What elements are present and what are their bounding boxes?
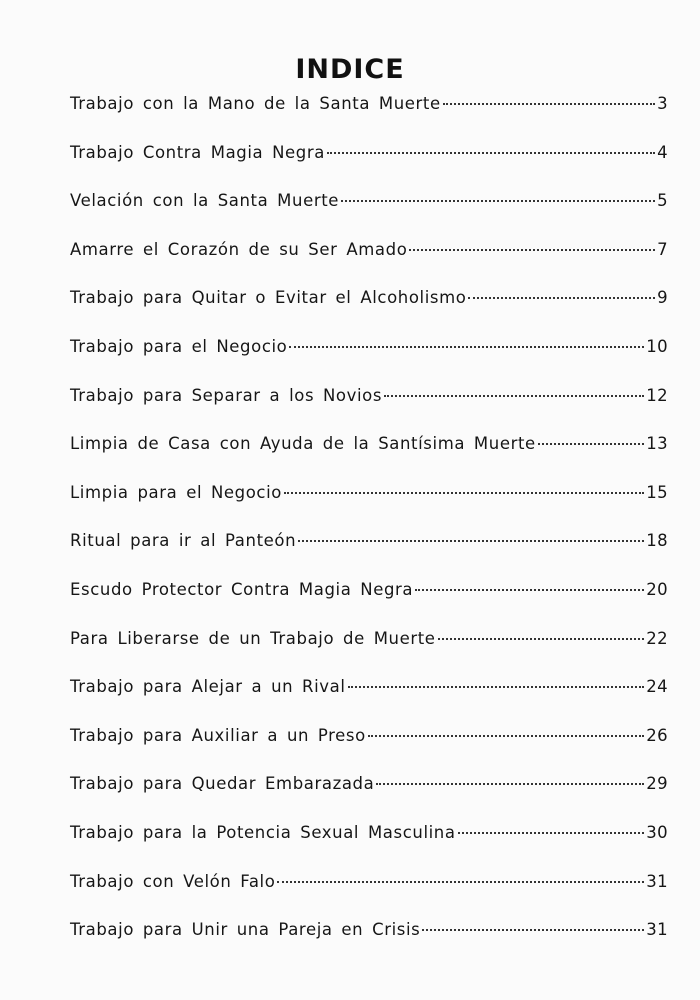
dot-leader bbox=[327, 152, 655, 154]
toc-entry bbox=[70, 726, 668, 775]
toc-entry bbox=[70, 434, 668, 483]
toc-entry-page: 3 bbox=[657, 94, 668, 113]
toc-entry-title: Trabajo para Alejar a un Rival bbox=[70, 677, 346, 697]
toc-entry bbox=[70, 677, 668, 726]
toc-entry-page: 31 bbox=[646, 871, 668, 891]
dot-leader bbox=[422, 929, 644, 931]
toc-entry-page: 22 bbox=[646, 628, 668, 648]
toc-entry bbox=[70, 872, 668, 921]
table-of-contents bbox=[70, 94, 668, 969]
toc-entry-page: 12 bbox=[646, 385, 668, 405]
toc-entry-page: 10 bbox=[646, 336, 668, 356]
dot-leader bbox=[298, 540, 644, 542]
toc-entry-page: 29 bbox=[646, 774, 668, 794]
page-title: INDICE bbox=[295, 54, 405, 86]
toc-entry-page: 13 bbox=[646, 434, 668, 454]
toc-entry-page: 24 bbox=[646, 677, 668, 697]
toc-entry bbox=[70, 337, 668, 386]
dot-leader bbox=[415, 589, 644, 591]
toc-entry-page: 9 bbox=[657, 288, 668, 308]
toc-entry-title: Para Liberarse de un Trabajo de Muerte bbox=[70, 628, 436, 648]
toc-entry-page: 15 bbox=[646, 482, 668, 502]
toc-entry bbox=[70, 143, 668, 192]
toc-entry-title: Trabajo para Separar a los Novios bbox=[70, 385, 383, 405]
toc-entry-title: Trabajo para la Potencia Sexual Masculina bbox=[70, 822, 456, 842]
toc-entry bbox=[70, 94, 668, 143]
dot-leader bbox=[284, 492, 644, 494]
dot-leader bbox=[277, 881, 644, 883]
toc-entry-title: Trabajo para Quitar o Evitar el Alcoholismo bbox=[70, 288, 467, 308]
toc-entry-title: Trabajo Contra Magia Negra bbox=[70, 142, 325, 162]
dot-leader bbox=[348, 686, 645, 688]
toc-entry-title: Trabajo con la Mano de la Santa Muerte bbox=[70, 94, 441, 113]
dot-leader bbox=[458, 832, 645, 834]
toc-entry-page: 30 bbox=[646, 822, 668, 842]
toc-entry bbox=[70, 288, 668, 337]
toc-entry-page: 20 bbox=[646, 579, 668, 599]
toc-entry-page: 7 bbox=[657, 239, 668, 259]
toc-entry-title: Trabajo para Unir una Pareja en Crisis bbox=[70, 920, 421, 940]
toc-entry bbox=[70, 240, 668, 289]
toc-entry bbox=[70, 823, 668, 872]
dot-leader bbox=[468, 297, 655, 299]
dot-leader bbox=[341, 200, 655, 202]
toc-entry-title: Escudo Protector Contra Magia Negra bbox=[70, 579, 414, 599]
dot-leader bbox=[443, 103, 655, 105]
toc-entry bbox=[70, 531, 668, 580]
toc-entry-page: 5 bbox=[657, 191, 668, 211]
toc-entry-title: Amarre el Corazón de su Ser Amado bbox=[70, 239, 408, 259]
toc-entry bbox=[70, 774, 668, 823]
toc-entry-page: 4 bbox=[657, 142, 668, 162]
toc-entry bbox=[70, 483, 668, 532]
toc-entry-title: Velación con la Santa Muerte bbox=[70, 191, 340, 211]
toc-entry-title: Trabajo para Auxiliar a un Preso bbox=[70, 725, 366, 745]
toc-entry bbox=[70, 920, 668, 969]
toc-entry bbox=[70, 580, 668, 629]
dot-leader bbox=[289, 346, 644, 348]
dot-leader bbox=[384, 395, 644, 397]
dot-leader bbox=[538, 443, 644, 445]
toc-entry bbox=[70, 191, 668, 240]
toc-entry-page: 31 bbox=[646, 920, 668, 940]
toc-entry-page: 18 bbox=[646, 531, 668, 551]
toc-entry-page: 26 bbox=[646, 725, 668, 745]
toc-entry-title: Limpia de Casa con Ayuda de la Santísima Muerte bbox=[70, 434, 536, 454]
dot-leader bbox=[368, 735, 644, 737]
toc-entry bbox=[70, 629, 668, 678]
toc-entry-title: Trabajo con Velón Falo bbox=[70, 871, 276, 891]
toc-entry-title: Ritual para ir al Panteón bbox=[70, 531, 297, 551]
dot-leader bbox=[438, 638, 645, 640]
toc-entry-title: Trabajo para Quedar Embarazada bbox=[70, 774, 375, 794]
dot-leader bbox=[409, 249, 655, 251]
dot-leader bbox=[376, 783, 644, 785]
toc-entry-title: Limpia para el Negocio bbox=[70, 482, 282, 502]
toc-entry bbox=[70, 386, 668, 435]
toc-entry-title: Trabajo para el Negocio bbox=[70, 336, 288, 356]
